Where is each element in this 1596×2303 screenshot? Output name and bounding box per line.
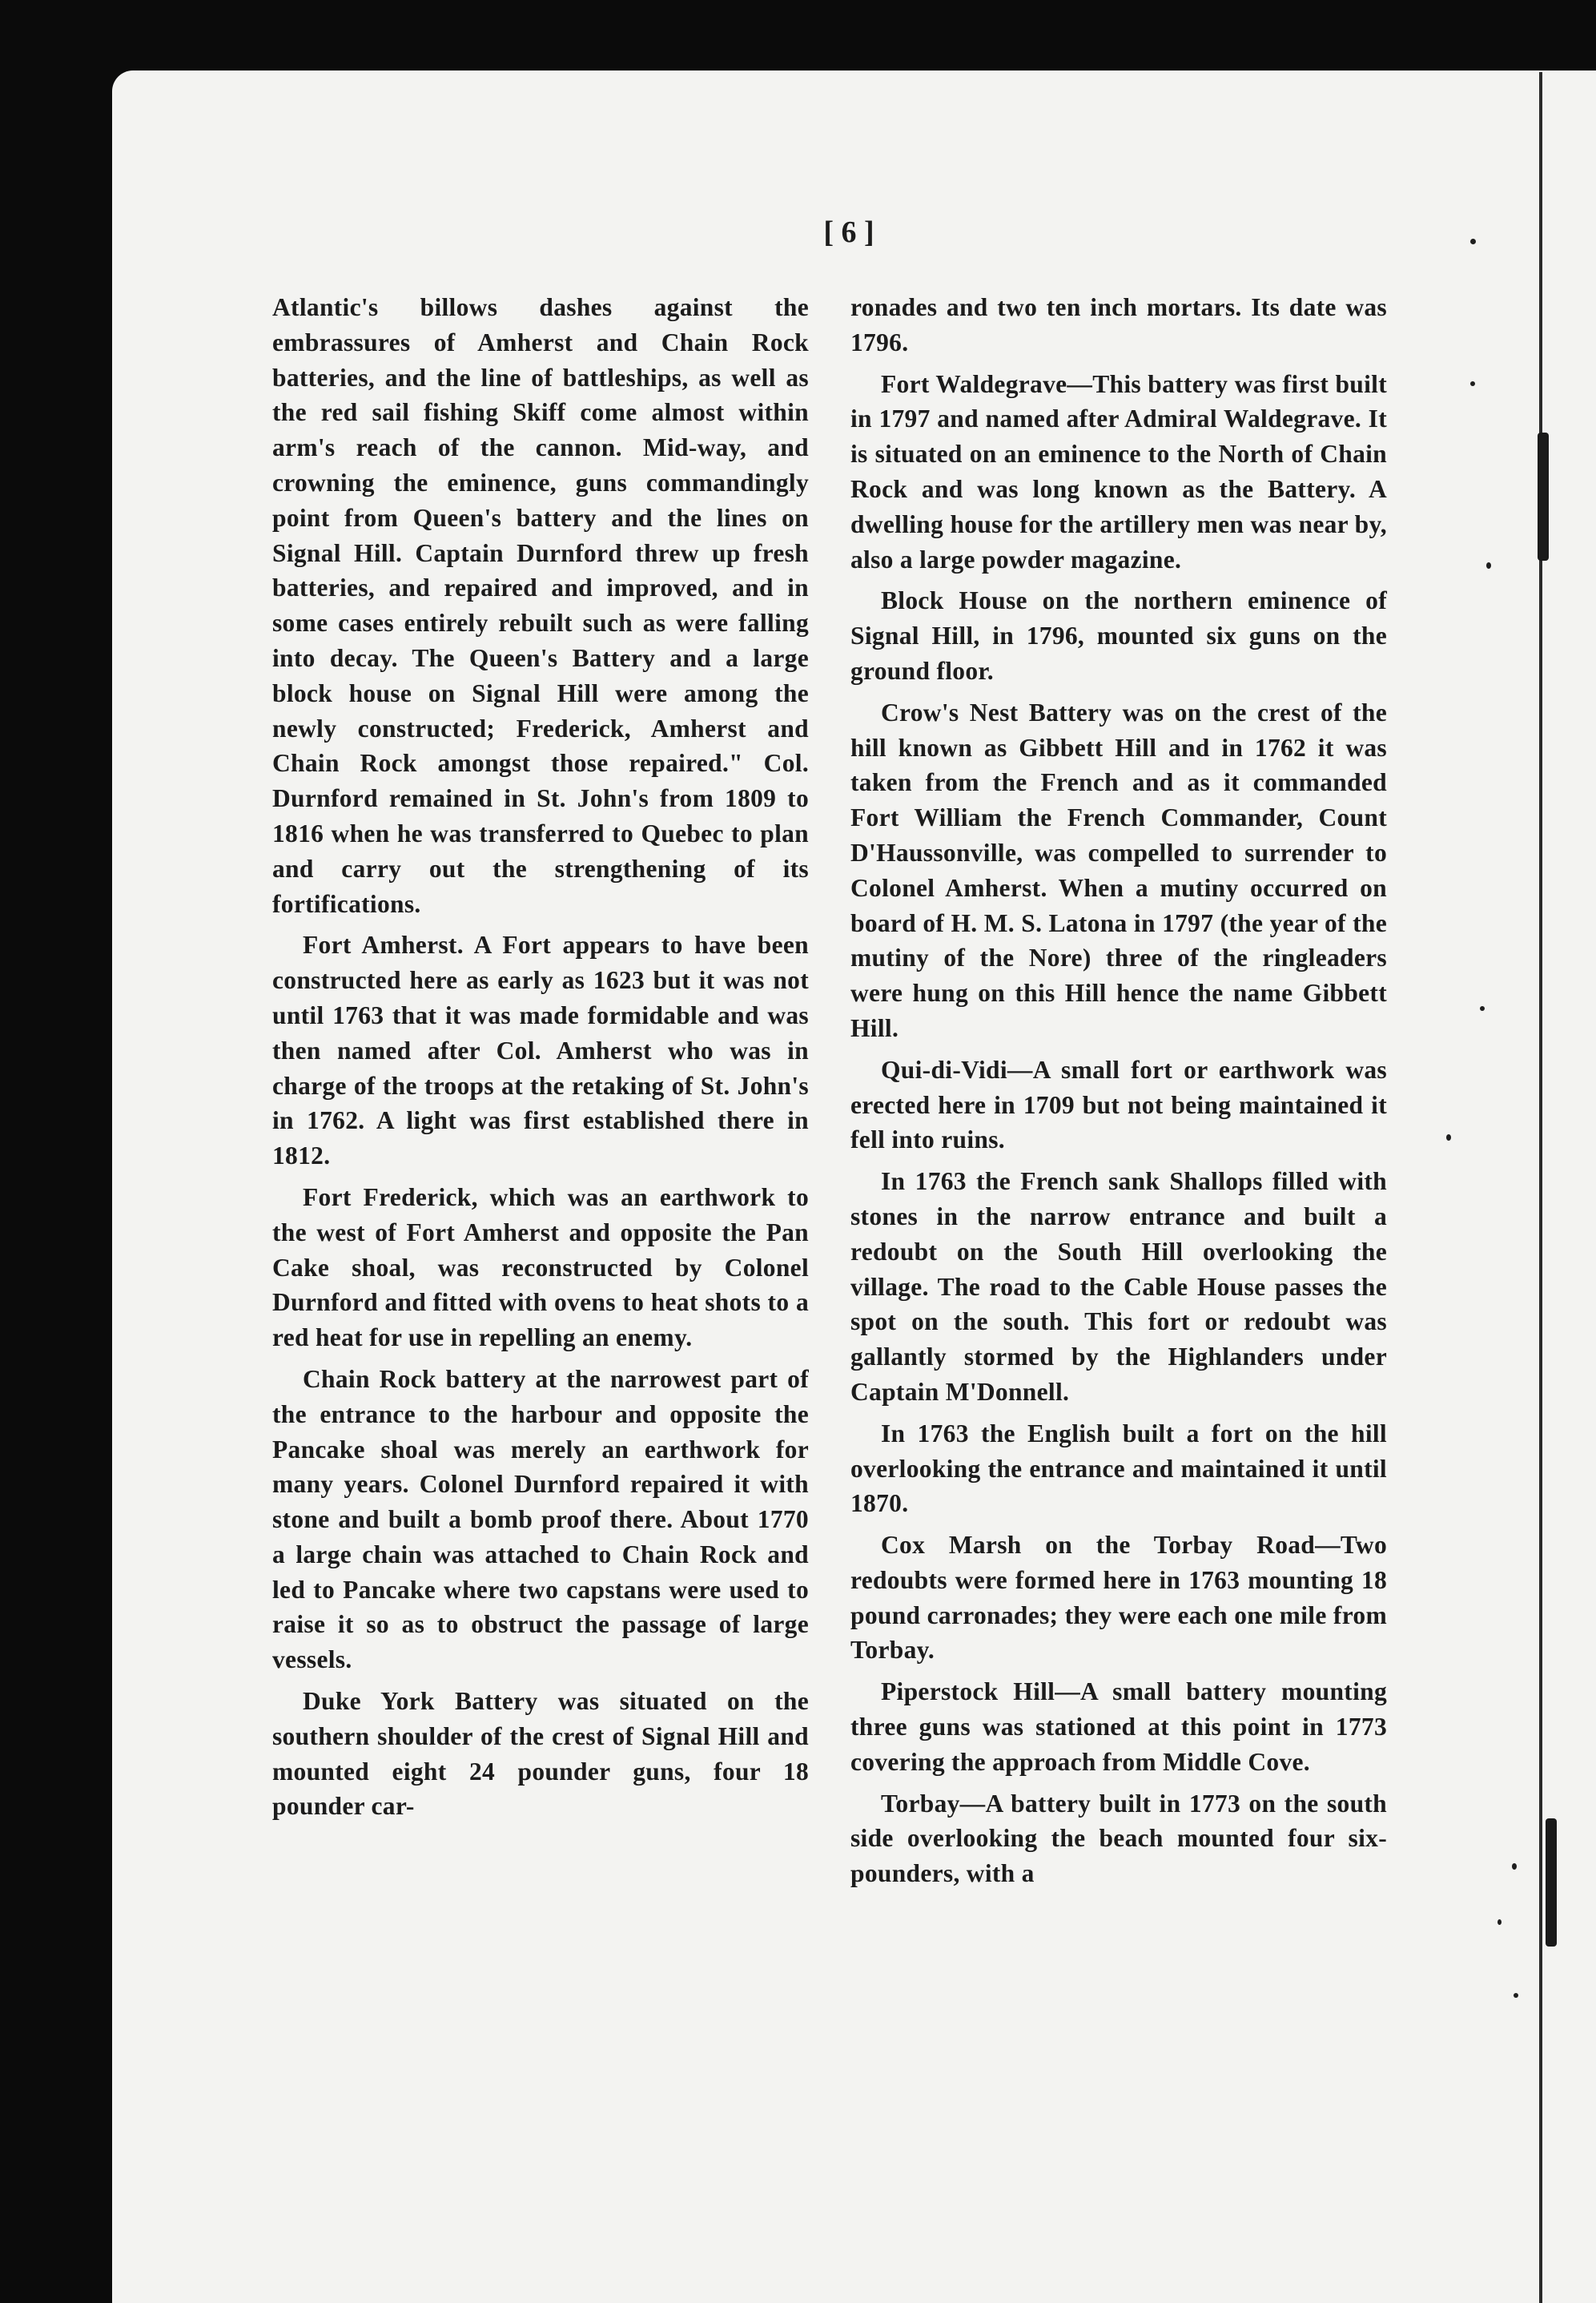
paragraph: Torbay—A battery built in 1773 on the south side overlooking the beach mounted four six-pounders, with a [850, 1789, 1387, 1888]
scan-mark [1546, 1818, 1557, 1947]
paragraph: Chain Rock battery at the narrowest part of the entrance to the harbour and opposite the Pancake shoal was merely an earthwork for many years. Colonel Durnford repaired it with stone and built a bomb proof there. About 1770 a large chain was attached to Chain Rock and led to Pancake where two capstans were used to raise it so as to obstruct the passage of large vessels. [272, 1364, 809, 1674]
page-number: [ 6 ] [823, 215, 874, 249]
scan-speck [1446, 1134, 1451, 1141]
paragraph: Fort Waldegrave—This battery was first built in 1797 and named after Admiral Waldegrave. It is situated on an eminence to the North of Chain Rock and was long known as the Battery. A dwelling house for the artillery men was near by, also a large powder magazine. [850, 369, 1387, 574]
right-column [850, 290, 1387, 1891]
scan-speck [1470, 239, 1476, 244]
paragraph: Crow's Nest Battery was on the crest of the hill known as Gibbett Hill and in 1762 it was taken from the French and as it commanded Fort William the French Commander, Count D'Haussonville, was compelled to surrender to Colonel Amherst. When a mutiny occurred on board of H. M. S. Latona in 1797 (the year of the mutiny of the Nore) three of the ringleaders were hung on this Hill hence the name Gibbett Hill. [850, 698, 1387, 1042]
paragraph: In 1763 the English built a fort on the hill overlooking the entrance and maintained it until 1870. [850, 1419, 1387, 1518]
scan-speck [1514, 1993, 1518, 1998]
paragraph: ronades and two ten inch mortars. Its date was 1796. [850, 293, 1387, 356]
paragraph: Piperstock Hill—A small battery mounting three guns was stationed at this point in 1773 covering the approach from Middle Cove. [850, 1677, 1387, 1776]
page-gutter [1539, 72, 1542, 2303]
scan-mark [1538, 433, 1549, 561]
paragraph: Qui-di-Vidi—A small fort or earthwork was erected here in 1709 but not being maintained it fell into ruins. [850, 1055, 1387, 1154]
paragraph: In 1763 the French sank Shallops filled with stones in the narrow entrance and built a redoubt on the South Hill overlooking the village. The road to the Cable House passes the spot on the south. This fort or redoubt was gallantly stormed by the Highlanders under Captain M'Donnell. [850, 1167, 1387, 1406]
paragraph: Fort Frederick, which was an earthwork to the west of Fort Amherst and opposite the Pan Cake shoal, was reconstructed by Colonel Durnford and fitted with ovens to heat shots to a red heat for use in repelling an enemy. [272, 1182, 809, 1352]
paragraph: Atlantic's billows dashes against the embrassures of Amherst and Chain Rock batteries, and the line of battleships, as well as the red sail fishing Skiff come almost within arm's reach of the cannon. Mid-way, and crowning the eminence, guns commandingly point from Queen's battery and the lines on Signal Hill. Captain Durnford threw up fresh batteries, and repaired and improved, and in some cases entirely rebuilt such as were falling into decay. The Queen's Battery and a large block house on Signal Hill were among the newly constructed; Frederick, Amherst and Chain Rock amongst those repaired." Col. Durnford remained in St. John's from 1809 to 1816 when he was transferred to Quebec to plan and carry out the strengthening of its fortifications. [272, 293, 809, 918]
left-column [272, 290, 809, 1824]
scan-speck [1498, 1919, 1502, 1925]
scan-speck [1486, 562, 1491, 569]
scan-speck [1512, 1863, 1517, 1870]
paragraph: Cox Marsh on the Torbay Road—Two redoubts were formed here in 1763 mounting 18 pound carronades; they were each one mile from Torbay. [850, 1531, 1387, 1665]
paragraph: Fort Amherst. A Fort appears to have been constructed here as early as 1623 but it was not until 1763 that it was made formidable and was then named after Col. Amherst who was in charge of the troops at the retaking of St. John's in 1762. A light was first established there in 1812. [272, 931, 809, 1170]
scan-speck [1470, 381, 1475, 386]
facing-page-margin [1541, 70, 1596, 2303]
paragraph: Duke York Battery was situated on the southern shoulder of the crest of Signal Hill and mounted eight 24 pounder guns, four 18 pounder car- [272, 1687, 809, 1821]
scan-speck [1480, 1006, 1485, 1011]
paragraph: Block House on the northern eminence of Signal Hill, in 1796, mounted six guns on the ground floor. [850, 586, 1387, 685]
